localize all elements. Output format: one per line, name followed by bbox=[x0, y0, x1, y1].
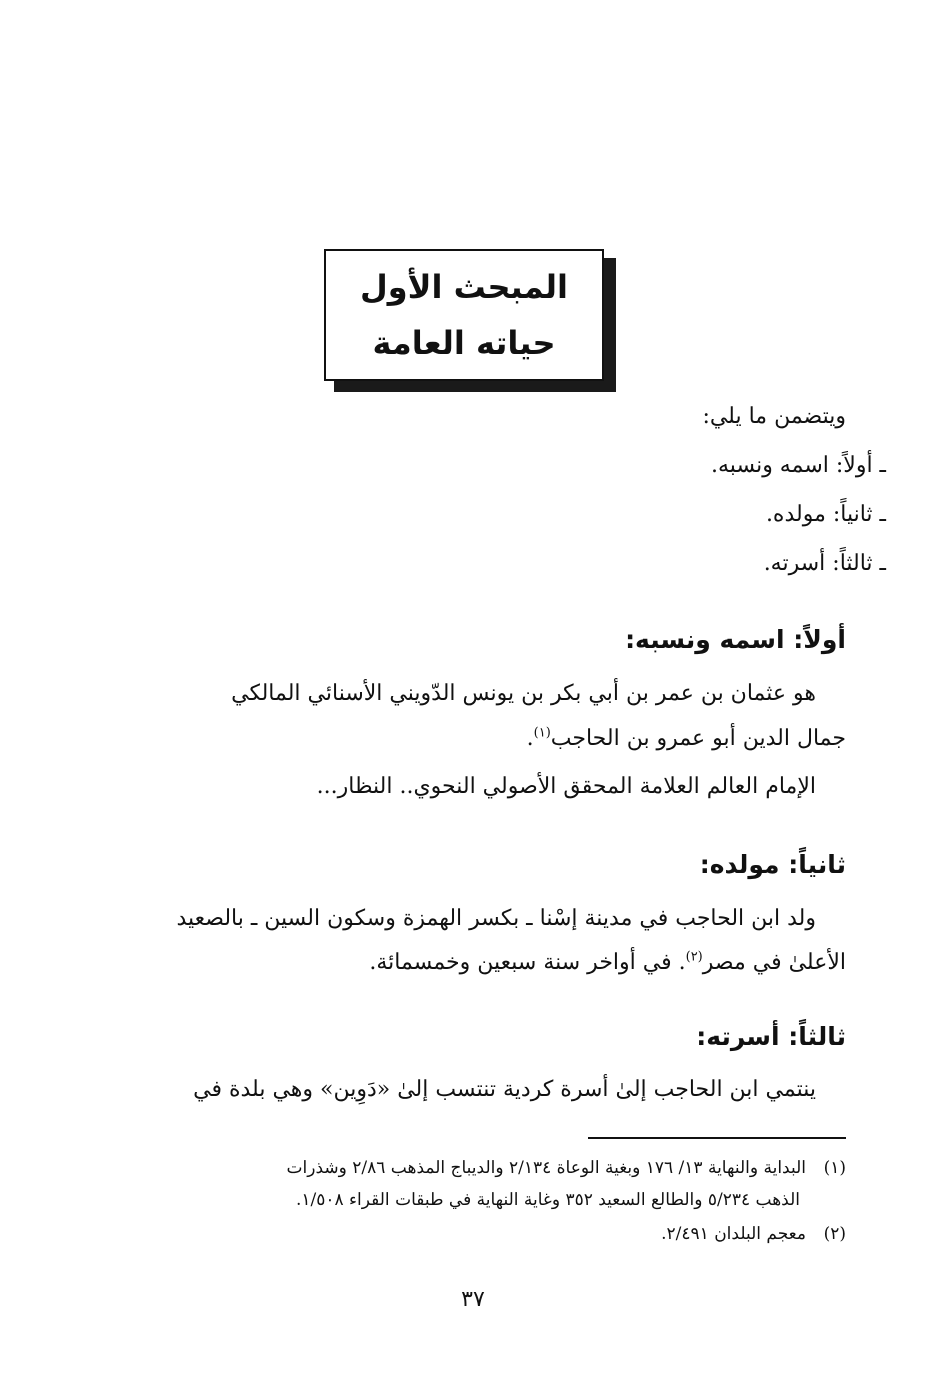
footnote-1-text: البداية والنهاية ١٣/ ١٧٦ وبغية الوعاة ٢/١٣٤ والديباج المذهب ٢/٨٦ وشذرات bbox=[286, 1158, 806, 1178]
footnote-1-continuation: الذهب ٥/٢٣٤ والطالع السعيد ٣٥٢ وغاية النهاية في طبقات القراء ١/٥٠٨. bbox=[295, 1190, 800, 1210]
family-paragraph-line-1: ينتمي ابن الحاجب إلىٰ أسرة كردية تنتسب إلىٰ «دَوِين» وهي بلدة في bbox=[193, 1077, 816, 1102]
section-heading-birth: ثانياً: مولده: bbox=[699, 850, 846, 879]
chapter-title-box bbox=[324, 249, 604, 381]
chapter-title: المبحث الأول bbox=[359, 268, 569, 306]
birth-date-text: . في أواخر سنة سبعين وخمسمائة. bbox=[369, 950, 686, 975]
titles-paragraph: الإمام العالم العلامة المحقق الأصولي النحوي.. النظار... bbox=[316, 774, 816, 799]
footnote-ref-2[interactable]: (٢) bbox=[685, 949, 703, 965]
section-heading-family: ثالثاً: أسرته: bbox=[696, 1022, 846, 1051]
birth-place-text: الأعلىٰ في مصر bbox=[702, 950, 846, 975]
name-paragraph-line-2 bbox=[96, 716, 846, 762]
intro-item-2: ـ ثانياً: مولده. bbox=[765, 502, 886, 527]
name-paragraph-end: . bbox=[526, 726, 534, 751]
footnote-1 bbox=[100, 1152, 846, 1184]
footnote-2-text: معجم البلدان ٢/٤٩١. bbox=[661, 1224, 806, 1244]
intro-item-1: ـ أولاً: اسمه ونسبه. bbox=[711, 453, 886, 478]
birth-paragraph-line-1: ولد ابن الحاجب في مدينة إسْنا ـ بكسر الهمزة وسكون السين ـ بالصعيد bbox=[176, 906, 816, 931]
name-paragraph-line-1: هو عثمان بن عمر بن أبي بكر بن يونس الدّويني الأسنائي المالكي bbox=[231, 681, 816, 706]
footnote-2 bbox=[100, 1218, 846, 1250]
footnote-ref-1[interactable]: (١) bbox=[533, 725, 551, 741]
intro-lead: ويتضمن ما يلي: bbox=[702, 404, 846, 429]
birth-paragraph-line-2 bbox=[96, 940, 846, 986]
footnote-2-number: (٢) bbox=[823, 1224, 846, 1244]
intro-item-3: ـ ثالثاً: أسرته. bbox=[763, 551, 886, 576]
page-number: ٣٧ bbox=[461, 1287, 485, 1312]
name-paragraph-text: جمال الدين أبو عمرو بن الحاجب bbox=[550, 726, 846, 751]
chapter-subtitle: حياته العامة bbox=[372, 324, 556, 362]
footnote-separator bbox=[588, 1137, 846, 1139]
footnote-1-number: (١) bbox=[823, 1158, 846, 1178]
section-heading-name: أولاً: اسمه ونسبه: bbox=[625, 625, 846, 654]
